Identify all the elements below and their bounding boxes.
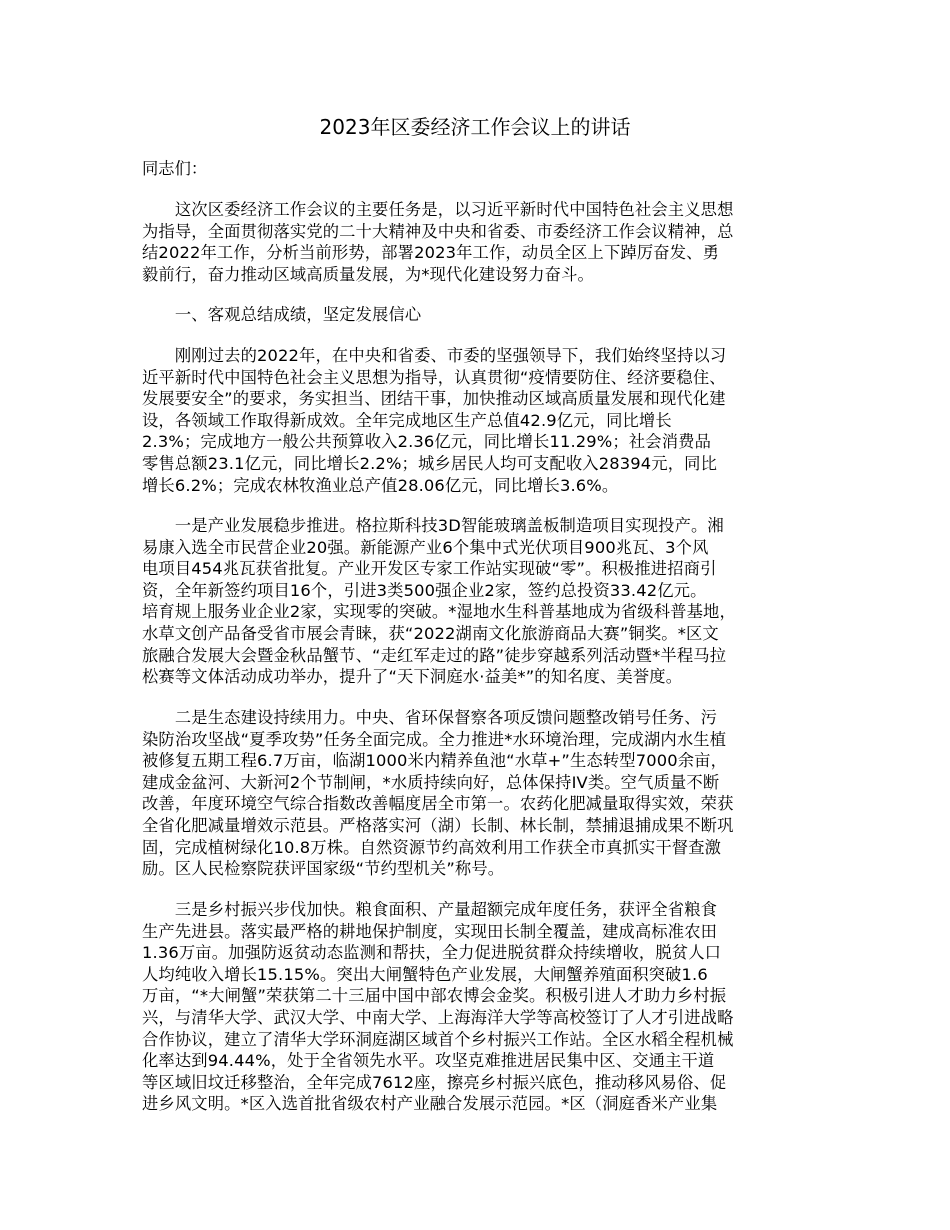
text-line: 这次区委经济工作会议的主要任务是，以习近平新时代中国特色社会主义思想 (142, 200, 734, 219)
text-line: 资，全年新签约项目16个，引进3类500强企业2家，签约总投资33.42亿元。 (142, 580, 707, 600)
document-title: 2023年区委经济工作会议上的讲话 (319, 115, 631, 139)
heading-text: 一、客观总结成绩，坚定发展信心 (142, 305, 422, 324)
paragraph-industry (142, 515, 832, 688)
text-line: 励。区人民检察院获评国家级“节约型机关”称号。 (142, 859, 505, 879)
text-line: 易康入选全市民营企业20强。新能源产业6个集中式光伏项目900兆瓦、3个风 (142, 537, 709, 557)
text-line: 化率达到94.44%，处于全省领先水平。攻坚克难推进居民集中区、交通主干道 (142, 1051, 715, 1071)
text-line: 刚刚过去的2022年，在中央和省委、市委的坚强领导下，我们始终坚持以习 (142, 346, 727, 365)
text-line: 一是产业发展稳步推进。格拉斯科技3D智能玻璃盖板制造项目实现投产。湘 (142, 516, 724, 535)
paragraph-rural (142, 899, 832, 1115)
text-line: 发展要安全”的要求，务实担当、团结干事，加快推动区域高质量发展和现代化建 (142, 389, 726, 409)
text-line: 零售总额23.1亿元，同比增长2.2%；城乡居民人均可支配收入28394元，同比 (142, 453, 718, 473)
text-line: 近平新时代中国特色社会主义思想为指导，认真贯彻“疫情要防住、经济要稳住、 (142, 367, 726, 387)
text-line: 改善，年度环境空气综合指数改善幅度居全市第一。农药化肥减量取得实效，荣获 (142, 794, 734, 814)
paragraph-intro (142, 199, 832, 285)
salutation: 同志们： (142, 159, 208, 178)
text-line: 增长6.2%；完成农林牧渔业总产值28.06亿元，同比增长3.6%。 (142, 475, 619, 495)
text-line: 设，各领域工作取得新成效。全年完成地区生产总值42.9亿元，同比增长 (142, 410, 672, 430)
text-line: 松赛等文体活动成功举办，提升了“天下洞庭水·益美*”的知名度、美誉度。 (142, 667, 683, 687)
text-line: 毅前行，奋力推动区域高质量发展，为*现代化建设努力奋斗。 (142, 264, 594, 284)
text-line: 培育规上服务业企业2家，实现零的突破。*湿地水生科普基地成为省级科普基地， (142, 602, 736, 622)
text-line: 旅融合发展大会暨金秋品蟹节、“走红军走过的路”徒步穿越系列活动暨*半程马拉 (142, 645, 727, 665)
text-line: 兴，与清华大学、武汉大学、中南大学、上海海洋大学等高校签订了人才引进战略 (142, 1007, 734, 1027)
text-line: 为指导，全面贯彻落实党的二十大精神及中央和省委、市委经济工作会议精神，总 (142, 221, 734, 241)
text-line: 全省化肥减量增效示范县。严格落实河（湖）长制、林长制，禁捕退捕成果不断巩 (142, 815, 734, 835)
text-line: 电项目454兆瓦获省批复。产业开发区专家工作站实现破“零”。积极推进招商引 (142, 559, 717, 579)
text-line: 生产先进县。落实最严格的耕地保护制度，实现田长制全覆盖，建成高标准农田 (142, 921, 718, 941)
text-line: 固，完成植树绿化10.8万株。自然资源节约高效利用工作获全市真抓实干督查激 (142, 837, 722, 857)
text-line: 结2022年工作，分析当前形势，部署2023年工作，动员全区上下踔厉奋发、勇 (142, 243, 720, 263)
text-line: 1.36万亩。加强防返贫动态监测和帮扶，全力促进脱贫群众持续增收，脱贫人口 (142, 943, 722, 963)
text-line: 染防治攻坚战“夏季攻势”任务全面完成。全力推进*水环境治理，完成湖内水生植 (142, 729, 727, 749)
text-line: 人均纯收入增长15.15%。突出大闸蟹特色产业发展，大闸蟹养殖面积突破1.6 (142, 964, 708, 984)
text-line: 水草文创产品备受省市展会青睐，获“2022湖南文化旅游商品大赛”铜奖。*区文 (142, 623, 719, 643)
text-line: 建成金盆河、大新河2个节制闸，*水质持续向好，总体保持IV类。空气质量不断 (142, 772, 720, 792)
text-line: 进乡风文明。*区入选首批省级农村产业融合发展示范园。*区（洞庭香米产业集 (142, 1094, 718, 1114)
text-line: 万亩，“*大闸蟹”荣获第二十三届中国中部农博会金奖。积极引进人才助力乡村振 (142, 986, 727, 1006)
text-line: 等区域旧坟迁移整治，全年完成7612座，擦亮乡村振兴底色，推动移风易俗、促 (142, 1072, 727, 1092)
text-line: 二是生态建设持续用力。中央、省环保督察各项反馈问题整改销号任务、污 (142, 708, 718, 727)
text-line: 合作协议，建立了清华大学环洞庭湖区域首个乡村振兴工作站。全区水稻全程机械 (142, 1029, 734, 1049)
text-line: 三是乡村振兴步伐加快。粮食面积、产量超额完成年度任务，获评全省粮食 (142, 900, 718, 919)
paragraph-ecology (142, 707, 832, 880)
paragraph-summary (142, 345, 832, 496)
text-line: 2.3%；完成地方一般公共预算收入2.36亿元，同比增长11.29%；社会消费品 (142, 432, 712, 452)
section-heading (142, 304, 832, 326)
text-line: 被修复五期工程6.7万亩，临湖1000米内精养鱼池“水草+”生态转型7000余亩， (142, 751, 728, 771)
